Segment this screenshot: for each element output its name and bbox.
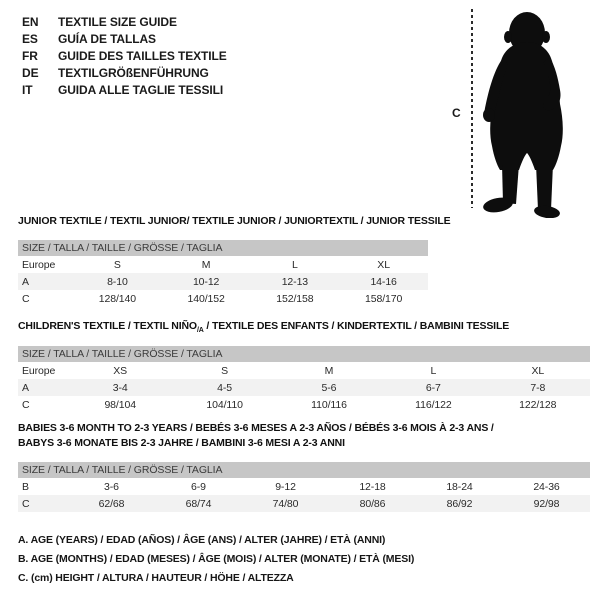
value-cell: 116/122 — [415, 398, 452, 411]
value-cell: 74/80 — [242, 495, 329, 512]
value-cell: 18-24 — [446, 480, 473, 493]
value-cell: L — [292, 258, 298, 271]
table-row — [18, 396, 590, 413]
language-label: GUÍA DE TALLAS — [58, 31, 156, 46]
size-header-cell: SIZE / TALLA / TAILLE / GRÖSSE / TAGLIA — [18, 240, 428, 256]
language-label: TEXTILGRÖßENFÜHRUNG — [58, 65, 209, 80]
language-code: EN — [22, 14, 39, 29]
footnote-age-years: A. AGE (YEARS) / EDAD (AÑOS) / ÂGE (ANS) / ALTER (JAHRE) / ETÀ (ANNI) — [18, 534, 386, 546]
value-cell: 122/128 — [519, 398, 557, 411]
babies-section-title — [18, 421, 494, 450]
value-cell: 104/110 — [206, 398, 243, 411]
size-header-row — [18, 346, 590, 362]
language-row — [22, 81, 227, 98]
row-label-cell: B — [22, 480, 29, 493]
value-cell: 12-13 — [251, 273, 340, 290]
value-cell: 68/74 — [155, 495, 242, 512]
table-row — [18, 379, 590, 396]
value-cell: 14-16 — [339, 273, 428, 290]
children-title-post: / TEXTILE DES ENFANTS / KINDERTEXTIL / BAMBINI TESSILE — [203, 320, 510, 332]
children-section-title — [18, 319, 509, 339]
value-cell: 5-6 — [277, 379, 381, 396]
size-header-cell: SIZE / TALLA / TAILLE / GRÖSSE / TAGLIA — [18, 346, 590, 362]
value-cell: M — [324, 364, 334, 377]
language-row — [22, 64, 227, 81]
footnotes — [18, 531, 414, 588]
row-label-cell: A — [18, 273, 73, 290]
language-code: ES — [22, 31, 38, 46]
table-row — [18, 256, 428, 273]
language-label: GUIDE DES TAILLES TEXTILE — [58, 48, 227, 63]
value-cell: 24-36 — [533, 480, 560, 493]
value-cell: 140/152 — [187, 292, 225, 305]
row-label-cell: C — [18, 495, 68, 512]
value-cell: 3-4 — [68, 379, 172, 396]
row-label-cell: Europe — [22, 364, 56, 377]
size-header-cell: SIZE / TALLA / TAILLE / GRÖSSE / TAGLIA — [18, 462, 590, 478]
children-title-pre: CHILDREN'S TEXTILE / TEXTIL NIÑO — [18, 320, 197, 332]
babies-title-line2: BABYS 3-6 MONATE BIS 2-3 JAHRE / BAMBINI 3-6 MESI A 2-3 ANNI — [18, 436, 345, 449]
value-cell: 12-18 — [359, 480, 386, 493]
value-cell: XL — [531, 364, 545, 377]
table-row — [18, 362, 590, 379]
value-cell: 6-9 — [191, 480, 206, 493]
value-cell: 7-8 — [486, 379, 590, 396]
value-cell: XL — [377, 258, 390, 271]
value-cell: 86/92 — [416, 495, 503, 512]
value-cell: 110/116 — [311, 398, 347, 411]
value-cell: 6-7 — [381, 379, 485, 396]
row-label-cell: C — [22, 398, 30, 411]
babies-title-line1: BABIES 3-6 MONTH TO 2-3 YEARS / BEBÉS 3-6 MESES A 2-3 AÑOS / BÉBÉS 3-6 MOIS À 2-3 ANS / — [18, 422, 494, 434]
children-title-sub: /A — [196, 327, 204, 335]
value-cell: 10-12 — [162, 273, 251, 290]
table-row — [18, 273, 428, 290]
row-label-cell: Europe — [22, 258, 56, 271]
value-cell: 62/68 — [68, 495, 155, 512]
footnote-age-months: B. AGE (MONTHS) / EDAD (MESES) / ÂGE (MOIS) / ALTER (MONATE) / ETÀ (MESI) — [18, 553, 415, 565]
babies-size-table — [18, 462, 590, 512]
size-header-row — [18, 462, 590, 478]
value-cell: 98/104 — [104, 398, 136, 411]
table-row — [18, 478, 590, 495]
language-row — [22, 13, 227, 30]
value-cell: S — [221, 364, 229, 377]
children-size-table — [18, 346, 590, 413]
value-cell: 4-5 — [172, 379, 276, 396]
value-cell: M — [201, 258, 211, 271]
value-cell: 3-6 — [104, 480, 119, 493]
value-cell: S — [113, 258, 121, 271]
language-code: DE — [22, 65, 39, 80]
height-dashed-line — [471, 9, 473, 208]
language-label: TEXTILE SIZE GUIDE — [58, 14, 177, 29]
value-cell: 80/86 — [329, 495, 416, 512]
size-header-row — [18, 240, 428, 256]
value-cell: 8-10 — [73, 273, 162, 290]
junior-section-title: JUNIOR TEXTILE / TEXTIL JUNIOR/ TEXTILE JUNIOR / JUNIORTEXTIL / JUNIOR TESSILE — [18, 215, 451, 227]
value-cell: 152/158 — [276, 292, 314, 305]
language-label: GUIDA ALLE TAGLIE TESSILI — [58, 82, 224, 97]
language-code: IT — [22, 82, 33, 97]
value-cell: L — [430, 364, 437, 377]
toddler-silhouette-icon — [480, 6, 574, 218]
table-row — [18, 290, 428, 307]
value-cell: XS — [113, 364, 128, 377]
language-list — [22, 13, 227, 98]
language-code: FR — [22, 48, 38, 63]
language-row — [22, 30, 227, 47]
value-cell: 128/140 — [98, 292, 136, 305]
row-label-cell: A — [18, 379, 68, 396]
footnote-height: C. (cm) HEIGHT / ALTURA / HAUTEUR / HÖHE / ALTEZZA — [18, 572, 294, 584]
value-cell: 158/170 — [364, 292, 403, 305]
junior-size-table — [18, 240, 428, 307]
value-cell: 9-12 — [275, 480, 296, 493]
row-label-cell: C — [22, 292, 30, 305]
language-row — [22, 47, 227, 64]
table-row — [18, 495, 590, 512]
value-cell: 92/98 — [503, 495, 590, 512]
height-measure-label: C — [452, 106, 461, 120]
